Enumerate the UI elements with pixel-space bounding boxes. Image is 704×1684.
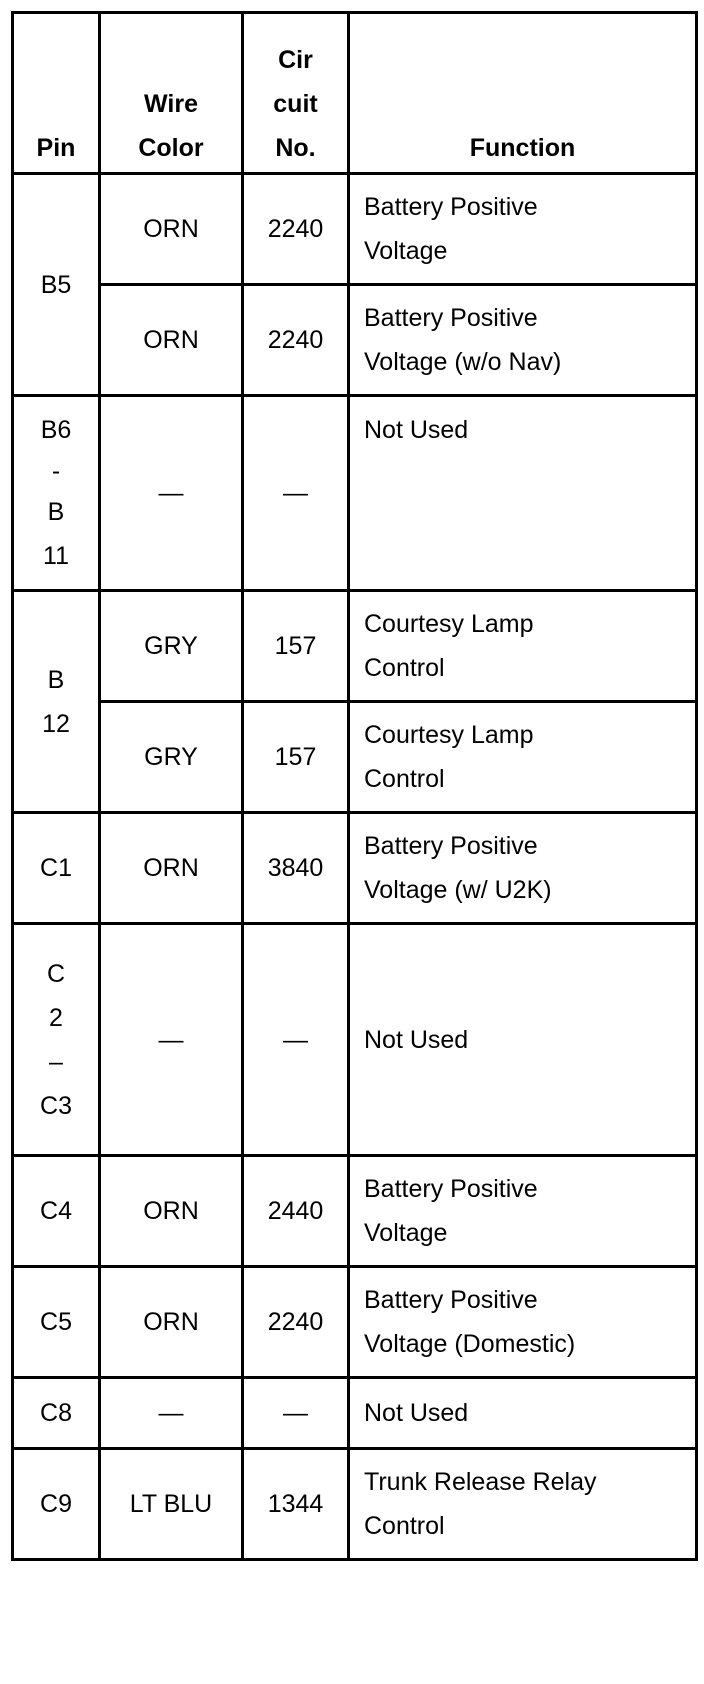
- wire-color-cell: GRY: [100, 702, 243, 813]
- function-text: Battery Positive: [364, 832, 538, 860]
- circuit-number-column-header: [243, 13, 349, 174]
- function-text: Control: [364, 765, 445, 793]
- circuit-cell: —: [243, 1378, 349, 1449]
- function-cell: [349, 924, 697, 1156]
- pin-cell: [13, 1267, 100, 1378]
- pinout-table: [11, 11, 698, 1561]
- pin-cell: [13, 174, 100, 396]
- table-row: [13, 285, 697, 396]
- table-row: [13, 924, 697, 1156]
- table-row: [13, 1449, 697, 1560]
- wire-color-cell: ORN: [100, 1156, 243, 1267]
- wire-color-cell: ORN: [100, 174, 243, 285]
- function-text: Battery Positive: [364, 304, 538, 332]
- pin-text: -: [51, 457, 61, 485]
- table-row: [13, 813, 697, 924]
- pin-text: C8: [40, 1399, 72, 1427]
- function-text: Battery Positive: [364, 1175, 538, 1203]
- function-cell: [349, 591, 697, 702]
- header-text: Wire: [144, 90, 198, 118]
- pin-text: C5: [40, 1308, 72, 1336]
- function-text: Not Used: [364, 416, 469, 444]
- circuit-cell: 1344: [243, 1449, 349, 1560]
- function-cell: [349, 174, 697, 285]
- pin-cell: [13, 924, 100, 1156]
- function-column-header: [349, 13, 697, 174]
- circuit-cell: 2440: [243, 1156, 349, 1267]
- pin-text: C: [46, 959, 66, 988]
- pin-text: 2: [49, 1003, 63, 1032]
- function-text: Control: [364, 1512, 445, 1540]
- header-row: [13, 13, 697, 174]
- pin-text: C4: [40, 1197, 72, 1225]
- table-row: [13, 1267, 697, 1378]
- function-cell: [349, 702, 697, 813]
- header-text: Function: [469, 134, 576, 162]
- wire-color-column-header: [100, 13, 243, 174]
- function-text: Voltage (Domestic): [364, 1330, 576, 1358]
- function-text: Voltage (w/ U2K): [364, 876, 552, 904]
- header-text: No.: [275, 134, 316, 162]
- function-cell: [349, 285, 697, 396]
- wire-color-cell: GRY: [100, 591, 243, 702]
- header-text: Pin: [36, 134, 76, 162]
- function-text: Voltage: [364, 1219, 448, 1247]
- pin-text: B6: [40, 416, 72, 444]
- function-text: Voltage (w/o Nav): [364, 348, 562, 376]
- pin-cell: [13, 813, 100, 924]
- pin-text: –: [49, 1047, 63, 1076]
- table-row: [13, 174, 697, 285]
- circuit-cell: —: [243, 396, 349, 591]
- function-text: Battery Positive: [364, 193, 538, 221]
- wire-color-cell: ORN: [100, 813, 243, 924]
- circuit-cell: 2240: [243, 1267, 349, 1378]
- table-row: [13, 1156, 697, 1267]
- circuit-cell: 157: [243, 591, 349, 702]
- pin-cell: [13, 591, 100, 813]
- pin-cell: [13, 396, 100, 591]
- pin-cell: [13, 1449, 100, 1560]
- pin-text: B: [47, 665, 65, 694]
- function-cell: [349, 813, 697, 924]
- wire-color-cell: LT BLU: [100, 1449, 243, 1560]
- function-text: Voltage: [364, 237, 448, 265]
- function-cell: [349, 1267, 697, 1378]
- header-text: cuit: [273, 90, 318, 118]
- pin-text: C9: [40, 1490, 72, 1518]
- circuit-cell: 3840: [243, 813, 349, 924]
- circuit-cell: —: [243, 924, 349, 1156]
- wire-color-cell: —: [100, 1378, 243, 1449]
- pin-text: 11: [43, 542, 69, 570]
- pin-cell: [13, 1378, 100, 1449]
- header-text: Cir: [278, 46, 313, 74]
- function-cell: [349, 1156, 697, 1267]
- pin-column-header: [13, 13, 100, 174]
- function-text: Not Used: [364, 1399, 469, 1427]
- table-row: [13, 396, 697, 591]
- function-cell: [349, 396, 697, 591]
- function-text: Control: [364, 654, 445, 682]
- function-cell: [349, 1378, 697, 1449]
- function-cell: [349, 1449, 697, 1560]
- wire-color-cell: —: [100, 924, 243, 1156]
- header-text: Color: [138, 134, 204, 162]
- wire-color-cell: ORN: [100, 285, 243, 396]
- circuit-cell: 2240: [243, 285, 349, 396]
- function-text: Trunk Release Relay: [364, 1468, 597, 1496]
- function-text: Battery Positive: [364, 1286, 538, 1314]
- function-text: Courtesy Lamp: [364, 721, 534, 749]
- pin-text: C1: [40, 854, 72, 882]
- pin-text: 12: [42, 709, 70, 738]
- function-text: Not Used: [364, 1025, 469, 1054]
- wire-color-cell: —: [100, 396, 243, 591]
- wire-color-cell: ORN: [100, 1267, 243, 1378]
- table-row: [13, 591, 697, 702]
- circuit-cell: 2240: [243, 174, 349, 285]
- pin-text: B: [47, 498, 65, 526]
- pin-text: B5: [40, 270, 72, 299]
- pin-cell: [13, 1156, 100, 1267]
- circuit-cell: 157: [243, 702, 349, 813]
- function-text: Courtesy Lamp: [364, 610, 534, 638]
- table-row: [13, 702, 697, 813]
- table-row: [13, 1378, 697, 1449]
- pin-text: C3: [40, 1091, 72, 1120]
